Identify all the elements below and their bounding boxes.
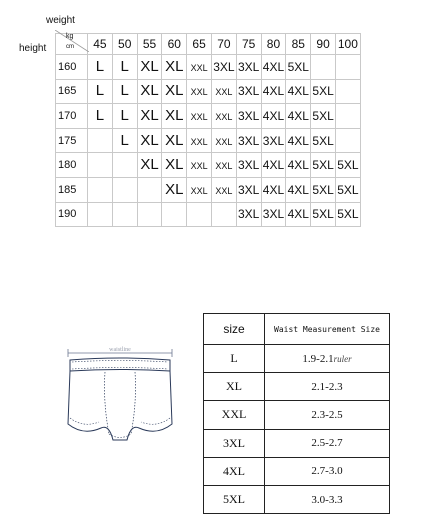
size-cell [311, 153, 336, 178]
size-cell [112, 202, 137, 227]
size-value: 5XL [312, 108, 334, 123]
size-value: L [95, 57, 105, 75]
size-value: 4XL [287, 182, 309, 197]
size-column-header: size [204, 314, 265, 345]
size-cell [137, 177, 162, 202]
height-cell: 180 [56, 153, 88, 178]
waist-row [204, 485, 390, 513]
size-cell [335, 128, 360, 153]
size-cell [162, 153, 187, 178]
size-cell [112, 177, 137, 202]
weight-header: 75 [236, 34, 261, 55]
size-cell [187, 153, 212, 178]
waist-row [204, 345, 390, 373]
size-value: L [120, 82, 129, 100]
waistline-label: waistline [109, 347, 131, 353]
weight-header: 90 [311, 34, 336, 55]
size-cell [88, 104, 113, 129]
waist-size-cell: 5XL [204, 485, 265, 513]
size-cell [261, 177, 286, 202]
size-value: 4XL [287, 133, 309, 148]
waist-value: 2.7-3.0 [311, 465, 343, 478]
size-cell [335, 79, 360, 104]
height-cell: 185 [56, 177, 88, 202]
size-cell [187, 177, 212, 202]
size-cell [286, 55, 311, 80]
size-cell [137, 153, 162, 178]
size-cell [311, 128, 336, 153]
size-cell [211, 177, 236, 202]
weight-header: 60 [162, 34, 187, 55]
size-grid [55, 33, 361, 227]
weight-axis-label: weight [46, 15, 75, 26]
size-cell [162, 79, 187, 104]
size-cell [236, 202, 261, 227]
size-cell [261, 202, 286, 227]
size-value: XXL [190, 62, 208, 73]
size-value: 3XL [262, 207, 285, 222]
size-cell [261, 128, 286, 153]
size-value: XXL [215, 161, 233, 172]
size-cell [211, 55, 236, 80]
waist-value-cell [265, 485, 390, 513]
size-cell [236, 128, 261, 153]
waist-measurement-table [203, 313, 390, 514]
size-cell [236, 79, 261, 104]
weight-header: 55 [137, 34, 162, 55]
size-cell [335, 153, 360, 178]
size-cell [261, 55, 286, 80]
waist-size-cell: L [204, 345, 265, 373]
size-value: XXL [190, 161, 208, 172]
height-axis-label: height [19, 43, 47, 54]
size-cell [162, 177, 187, 202]
size-cell [187, 79, 212, 104]
height-row [56, 104, 361, 129]
size-value: XL [165, 106, 184, 124]
waist-row [204, 373, 390, 401]
size-cell [187, 128, 212, 153]
size-cell [137, 128, 162, 153]
size-cell [137, 202, 162, 227]
size-value: 4XL [287, 158, 309, 173]
size-value: 4XL [262, 182, 285, 197]
size-cell [211, 202, 236, 227]
height-row [56, 177, 361, 202]
size-cell [236, 104, 261, 129]
weight-header: 85 [286, 34, 311, 55]
size-cell [335, 202, 360, 227]
height-row [56, 128, 361, 153]
size-value: XL [140, 156, 159, 174]
waist-value-cell [265, 429, 390, 457]
height-cell: 160 [56, 55, 88, 80]
size-cell [88, 177, 113, 202]
size-cell [137, 55, 162, 80]
size-cell [88, 153, 113, 178]
size-value: 4XL [262, 158, 285, 173]
size-value: 4XL [262, 108, 285, 123]
size-value: 4XL [287, 207, 309, 222]
size-value: XXL [190, 87, 208, 98]
size-cell [236, 153, 261, 178]
waist-value: 2.1-2.3 [311, 380, 343, 393]
size-cell [311, 177, 336, 202]
size-value: 3XL [262, 133, 285, 148]
size-cell [211, 153, 236, 178]
size-value: XXL [215, 111, 233, 122]
waist-row [204, 429, 390, 457]
size-cell [112, 79, 137, 104]
weight-header: 65 [187, 34, 212, 55]
size-value: 3XL [238, 207, 260, 222]
size-cell [88, 55, 113, 80]
waist-value-cell [265, 345, 390, 373]
size-cell [112, 153, 137, 178]
size-cell [335, 55, 360, 80]
size-value: XL [140, 57, 159, 75]
size-value: XL [165, 57, 184, 75]
size-cell [286, 202, 311, 227]
cm-unit-label: cm [66, 44, 74, 50]
height-row [56, 79, 361, 104]
size-value: L [120, 106, 129, 124]
size-value: 5XL [312, 182, 334, 197]
size-value: 3XL [238, 133, 260, 148]
height-row [56, 202, 361, 227]
waist-value-cell [265, 457, 390, 485]
size-value: L [95, 106, 105, 124]
size-cell [261, 153, 286, 178]
size-value: 3XL [238, 59, 260, 74]
size-cell [211, 104, 236, 129]
size-cell [137, 79, 162, 104]
size-value: L [120, 131, 129, 149]
size-value: XXL [190, 136, 208, 147]
size-cell [311, 79, 336, 104]
size-value: 5XL [312, 84, 334, 99]
size-value: 3XL [238, 182, 260, 197]
size-value: 3XL [238, 84, 260, 99]
size-value: 5XL [337, 158, 359, 173]
weight-header: 80 [261, 34, 286, 55]
size-value: XXL [190, 111, 208, 122]
size-cell [187, 202, 212, 227]
size-value: 5XL [312, 158, 334, 173]
size-cell [211, 128, 236, 153]
weight-header: 50 [112, 34, 137, 55]
size-value: 3XL [238, 108, 260, 123]
size-value: XL [165, 82, 184, 100]
weight-header: 100 [335, 34, 360, 55]
size-cell [187, 104, 212, 129]
size-value: 4XL [262, 84, 285, 99]
size-cell [236, 55, 261, 80]
size-value: XL [140, 82, 159, 100]
size-cell [286, 128, 311, 153]
size-cell [311, 202, 336, 227]
height-cell: 170 [56, 104, 88, 129]
measurement-column-header: Waist Measurement Size [265, 314, 390, 345]
waist-size-cell: 3XL [204, 429, 265, 457]
size-value: 5XL [312, 207, 334, 222]
waist-value: 3.0-3.3 [311, 493, 343, 506]
waist-table-header [204, 314, 390, 345]
waistband [70, 358, 170, 371]
weight-header: 70 [211, 34, 236, 55]
size-value: XXL [190, 185, 208, 196]
size-cell [88, 79, 113, 104]
size-value: XL [165, 131, 184, 149]
size-value: L [95, 82, 105, 100]
waist-value: 2.3-2.5 [311, 408, 343, 421]
size-cell [88, 202, 113, 227]
size-value: 4XL [287, 84, 309, 99]
size-cell [88, 128, 113, 153]
briefs-body [68, 371, 172, 440]
size-cell [261, 104, 286, 129]
size-value: L [120, 57, 129, 75]
kg-unit-label: kg [66, 33, 74, 40]
size-cell [236, 177, 261, 202]
size-value: XL [140, 106, 159, 124]
waist-value-cell [265, 373, 390, 401]
size-value: 3XL [213, 59, 235, 74]
height-cell: 190 [56, 202, 88, 227]
height-cell: 175 [56, 128, 88, 153]
size-cell [162, 55, 187, 80]
size-value: XXL [215, 136, 233, 147]
size-cell [286, 104, 311, 129]
weight-header: 45 [88, 34, 113, 55]
height-cell: 165 [56, 79, 88, 104]
size-value: 5XL [337, 207, 359, 222]
waist-size-cell: XXL [204, 401, 265, 429]
size-value: 3XL [238, 158, 260, 173]
size-cell [286, 79, 311, 104]
waist-size-cell: 4XL [204, 457, 265, 485]
size-cell [335, 104, 360, 129]
size-value: XL [165, 156, 184, 174]
underwear-diagram [65, 342, 175, 452]
size-value: XXL [215, 87, 233, 98]
waist-row [204, 401, 390, 429]
height-row [56, 55, 361, 80]
size-cell [112, 104, 137, 129]
size-cell [286, 153, 311, 178]
size-value: 4XL [287, 108, 309, 123]
size-value: 5XL [312, 133, 334, 148]
waist-value-cell [265, 401, 390, 429]
size-cell [335, 177, 360, 202]
size-cell [162, 128, 187, 153]
size-cell [187, 55, 212, 80]
height-row [56, 153, 361, 178]
ruler-unit-label: ruler [333, 353, 352, 364]
size-cell [211, 79, 236, 104]
size-value: 5XL [337, 182, 359, 197]
size-value: XL [140, 131, 159, 149]
size-cell [261, 79, 286, 104]
size-chart [0, 0, 437, 240]
size-cell [162, 202, 187, 227]
waist-size-cell: XL [204, 373, 265, 401]
size-value: XXL [215, 185, 233, 196]
size-cell [137, 104, 162, 129]
size-value: XL [165, 180, 184, 198]
size-value: 5XL [287, 59, 309, 74]
size-cell [112, 55, 137, 80]
weight-header-row [56, 34, 361, 55]
waist-value: 2.5-2.7 [311, 437, 343, 450]
waist-row [204, 457, 390, 485]
size-cell [112, 128, 137, 153]
waist-value: 1.9-2.1 [302, 352, 334, 365]
size-value: 4XL [262, 59, 285, 74]
size-cell [311, 104, 336, 129]
size-cell [286, 177, 311, 202]
size-cell [311, 55, 336, 80]
size-cell [162, 104, 187, 129]
